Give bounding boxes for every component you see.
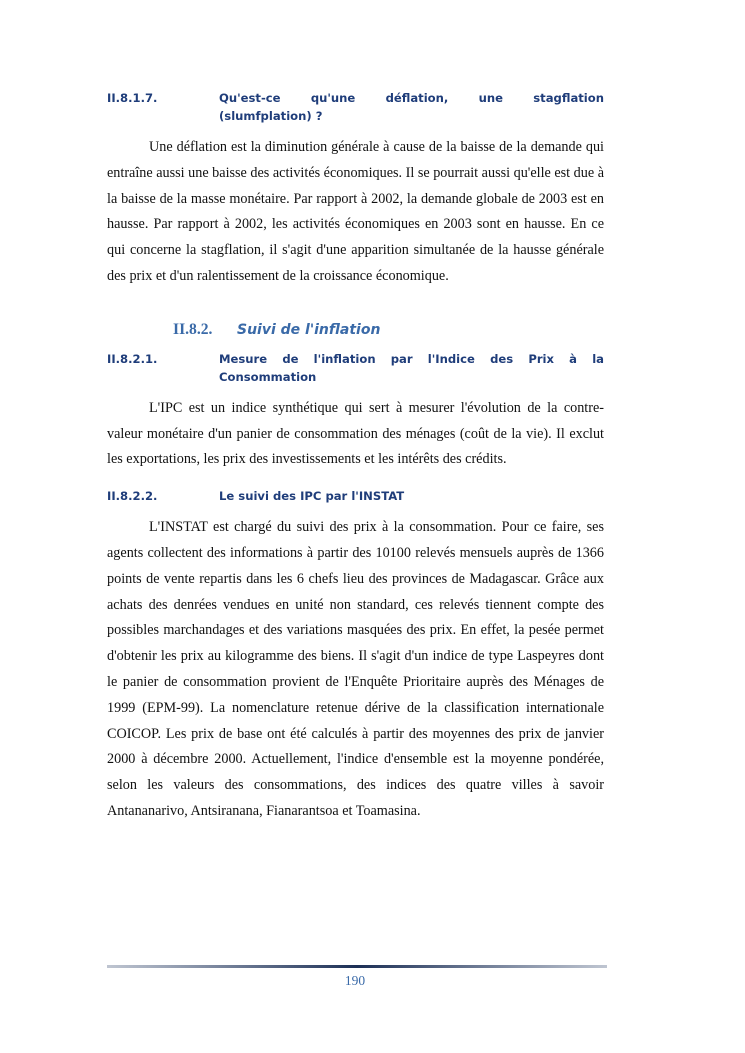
heading-title-line2: (slumfplation) ?: [219, 109, 323, 123]
heading-deflation: [107, 89, 604, 125]
page-number: 190: [344, 973, 366, 988]
heading-suivi-inflation: [107, 320, 604, 340]
heading-number: II.8.2.1.: [107, 351, 158, 366]
heading-title: Suivi de l'inflation: [237, 321, 381, 338]
page-content: [107, 86, 604, 825]
heading-title-line1: Mesure de l'inflation par l'Indice des Prix à la: [219, 351, 604, 366]
footer-divider: [107, 965, 607, 968]
paragraph-ipc: L'IPC est un indice synthétique qui sert à mesurer l'évolution de la contre-valeur monétaire d'un panier de consommation des ménages (coût de la vie). Il exclut les exportations, les prix des investissements et les intérêts des crédits.: [107, 399, 604, 468]
heading-suivi-ipc: [107, 487, 604, 505]
heading-title-line2: Consommation: [219, 369, 317, 384]
paragraph-deflation: Une déflation est la diminution générale à cause de la baisse de la demande qui entraîne aussi une baisse des activités économiques. Il se pourrait aussi qu'elle est due à la baisse de la masse monétaire. Par rapport à 2002, la demande globale de 2003 est en hausse. Par rapport à 2002, les activités économiques en 2003 sont en hausse. En ce qui concerne la stagflation, il s'agit d'une apparition simultanée de la hausse générale des prix et d'un ralentissement de la croissance économique.: [107, 139, 604, 284]
heading-title: Le suivi des IPC par l'INSTAT: [219, 489, 405, 504]
paragraph-instat: L'INSTAT est chargé du suivi des prix à la consommation. Pour ce faire, ses agents collectent des informations à partir des 10100 relevés mensuels auprès de 1366 points de vente repartis dans les 6 chefs lieu des provinces de Madagascar. Grâce aux achats des denrées vendues en unité non standard, ces relevés tiennent compte des possibles marchandages et des variations masquées des prix. En effet, la pesée permet d'obtenir les prix au kilogramme des biens. Il s'agit d'un indice de type Laspeyres dont le panier de consommation provient de l'Enquête Prioritaire auprès des Ménages de 1999 (EPM-99). La nomenclature retenue dérive de la classification internationale COICOP. Les prix de base ont été calculés à partir des moyennes des prix de janvier 2000 à décembre 2000. Actuellement, l'indice d'ensemble est la moyenne pondérée, selon les valeurs des consommations, des indices des quatre villes à savoir Antananarivo, Antsiranana, Fianarantsoa et Toamasina.: [107, 519, 604, 819]
heading-title-line1: Qu'est-ce qu'une déflation, une stagflation: [219, 91, 604, 105]
heading-number: II.8.1.7.: [107, 91, 158, 105]
heading-mesure-inflation: [107, 350, 604, 386]
heading-number: II.8.2.: [173, 320, 213, 338]
heading-number: II.8.2.2.: [107, 489, 158, 504]
